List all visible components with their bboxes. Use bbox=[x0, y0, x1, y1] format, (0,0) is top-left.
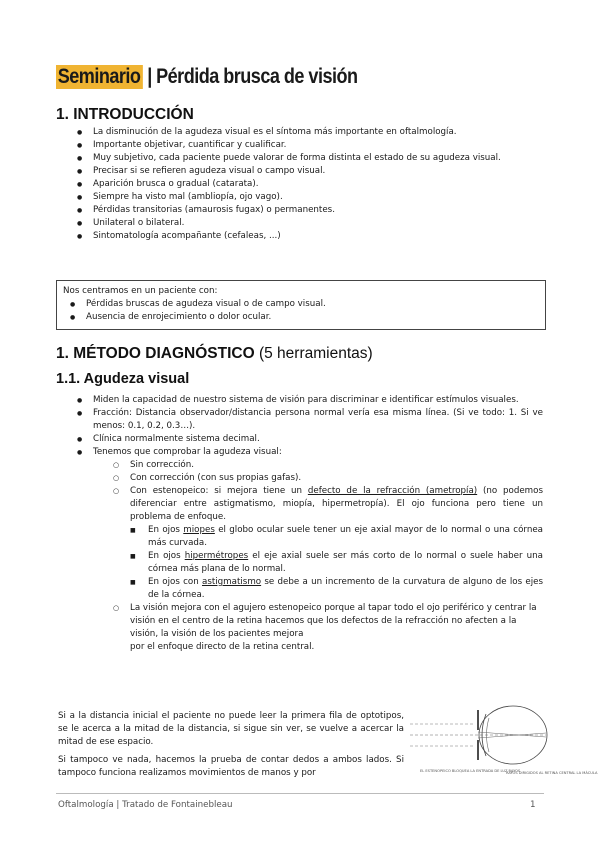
text: por el enfoque directo de la retina central. bbox=[130, 642, 315, 652]
summary-box bbox=[56, 280, 546, 330]
list-item: ● Miden la capacidad de nuestro sistema de visión para discriminar e identificar estímulos visuales. bbox=[93, 394, 543, 407]
title-separator: | bbox=[147, 65, 152, 88]
list-item-text: Tenemos que comprobar la agudeza visual: bbox=[93, 447, 282, 457]
text: (no podemos diferenciar entre astigmatismo, miopía, hipermetropía). El ojo funciona pero tiene un problema de enfoque. bbox=[130, 486, 543, 522]
list-item: ● Precisar si se refieren agudeza visual o campo visual. bbox=[93, 165, 543, 178]
page-title bbox=[56, 62, 358, 92]
pinhole-eye-diagram bbox=[410, 702, 598, 782]
list-item: ● La disminución de la agudeza visual es el síntoma más importante en oftalmología. bbox=[93, 126, 543, 139]
underlined-term: miopes bbox=[183, 525, 215, 535]
list-item: ● Importante objetivar, cuantificar y cualificar. bbox=[93, 139, 543, 152]
list-item bbox=[148, 524, 543, 550]
method-heading bbox=[56, 345, 373, 363]
list-item: ● Ausencia de enrojecimiento o dolor ocular. bbox=[86, 311, 326, 324]
list-item: ● Clínica normalmente sistema decimal. bbox=[93, 433, 543, 446]
list-item bbox=[148, 576, 543, 602]
list-item: ● Pérdidas bruscas de agudeza visual o de campo visual. bbox=[86, 298, 326, 311]
subsection-heading: 1.1. Agudeza visual bbox=[56, 371, 190, 387]
subsublist bbox=[148, 524, 543, 602]
list-item bbox=[130, 485, 543, 602]
list-item: ○ Sin corrección. bbox=[130, 459, 543, 472]
footer-divider bbox=[56, 793, 544, 794]
text: el eje axial suele ser más corto de lo normal o suele haber una córnea más plana de lo normal. bbox=[148, 551, 543, 574]
list-item: ● Sintomatología acompañante (cefaleas, ...) bbox=[93, 230, 543, 243]
intro-list bbox=[93, 126, 543, 243]
paragraph: Si a la distancia inicial el paciente no puede leer la primera fila de optotipos, se le acerca a la mitad de la distancia, si sigue sin ver, se vuelve a acercar la mitad de ese espacio. bbox=[58, 711, 404, 747]
intro-heading: 1. INTRODUCCIÓN bbox=[56, 106, 194, 123]
footer-text: Oftalmología | Tratado de Fontainebleau bbox=[58, 800, 233, 810]
list-item: ● Unilateral o bilateral. bbox=[93, 217, 543, 230]
title-highlight: Seminario bbox=[56, 65, 143, 89]
underlined-term: defecto de la refracción (ametropía) bbox=[307, 486, 478, 496]
paragraph: Si tampoco ve nada, hacemos la prueba de contar dedos a ambos lados. Si tampoco funciona realizamos movimientos de manos y por bbox=[58, 755, 404, 778]
text: La visión mejora con el agujero estenopeico porque al tapar todo el ojo periférico y centrar la visión en el centro de la retina hacemos que los defectos de la refracción no afecten a la visión, la visión de los pacientes mejora bbox=[130, 603, 537, 639]
underlined-term: astigmatismo bbox=[202, 577, 262, 587]
list-item: ● Siempre ha visto mal (ambliopía, ojo vago). bbox=[93, 191, 543, 204]
method-heading-light: (5 herramientas) bbox=[258, 345, 373, 362]
diagram-caption-right: RAYOS DIRIGIDOS AL RETINA CENTRAL LA MÁCULA bbox=[506, 771, 598, 775]
underlined-term: hipermétropes bbox=[184, 551, 249, 561]
list-item: ● Fracción: Distancia observador/distancia persona normal vería esa misma línea. (Si ve todo: 1. Si ve menos: 0.1, 0.2, 0.3…). bbox=[93, 407, 543, 433]
sublist bbox=[130, 459, 543, 654]
method-heading-bold: 1. MÉTODO DIAGNÓSTICO bbox=[56, 345, 255, 362]
text: En ojos con bbox=[148, 577, 202, 587]
list-item: ● Aparición brusca o gradual (catarata). bbox=[93, 178, 543, 191]
box-intro: Nos centramos en un paciente con: bbox=[63, 286, 218, 296]
list-item: ● Muy subjetivo, cada paciente puede valorar de forma distinta el estado de su agudeza visual. bbox=[93, 152, 543, 165]
diagram-caption-left: EL ESTENOPEICO BLOQUEA LA ENTRADA DE LUZ RAYOS bbox=[420, 769, 521, 773]
list-item: ○ Con corrección (con sus propias gafas). bbox=[130, 472, 543, 485]
text: En ojos bbox=[148, 551, 185, 561]
page-number: 1 bbox=[530, 800, 536, 810]
text: En ojos bbox=[148, 525, 184, 535]
box-list bbox=[86, 298, 326, 324]
text: el globo ocular suele tener un eje axial mayor de lo normal o una córnea más curvada. bbox=[148, 525, 543, 548]
list-item: ● Pérdidas transitorias (amaurosis fugax) o permanentes. bbox=[93, 204, 543, 217]
eye-diagram-svg bbox=[410, 702, 598, 782]
method-list bbox=[93, 394, 543, 654]
list-item bbox=[130, 602, 543, 654]
text: Con estenopeico: si mejora tiene un bbox=[130, 486, 308, 496]
text: se debe a un incremento de la curvatura de alguno de los ejes de la córnea. bbox=[148, 577, 543, 600]
title-text: Pérdida brusca de visión bbox=[156, 65, 358, 88]
list-item bbox=[93, 446, 543, 654]
list-item bbox=[148, 550, 543, 576]
